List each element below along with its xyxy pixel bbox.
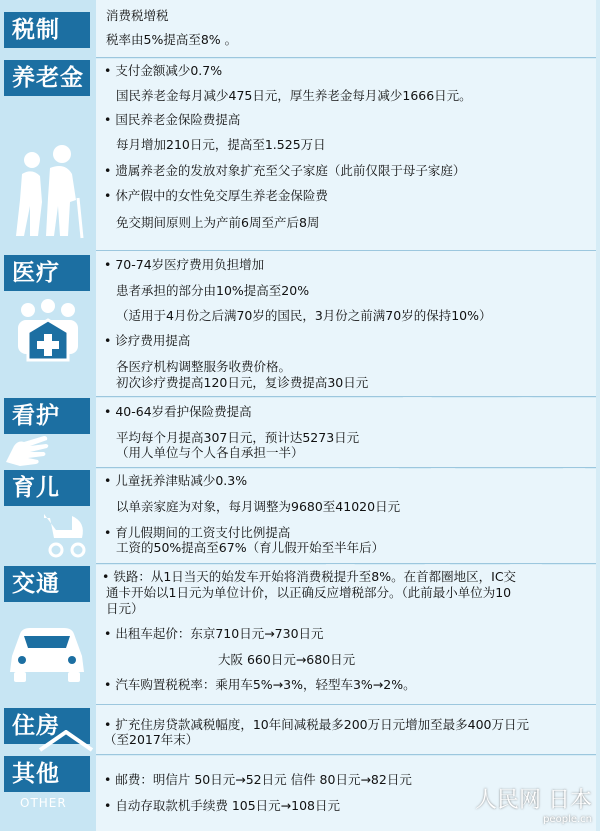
other-line-1: • 邮费：明信片 50日元→52日元 信件 80日元→82日元 <box>104 772 412 787</box>
care-box <box>96 398 596 468</box>
medical-family-icon <box>14 298 82 378</box>
childcare-box <box>96 469 596 564</box>
childcare-line-4: 工资的50%提高至67%（育儿假开始至半年后） <box>116 540 385 555</box>
section-title-housing: 住房 <box>4 708 90 744</box>
pension-line-5: • 遗属养老金的发放对象扩充至父子家庭（此前仅限于母子家庭） <box>104 163 466 178</box>
section-title-care: 看护 <box>4 398 90 434</box>
people-cn-logo <box>475 783 592 825</box>
pension-line-1: • 支付金额减少0.7% <box>104 63 223 78</box>
care-line-1: • 40-64岁看护保险费提高 <box>104 404 252 419</box>
medical-line-6: 初次诊疗费提高120日元，复诊费提高30日元 <box>116 375 369 390</box>
section-title-other: 其他 <box>4 756 90 792</box>
housing-box <box>96 705 596 755</box>
medical-line-5: 各医疗机构调整服务收费价格。 <box>116 359 292 374</box>
transport-line-2: 通卡开始以1日元为单位计价，以正确反应增税部分。（此前最小单位为10 <box>106 585 512 600</box>
pension-line-7: 免交期间原则上为产前6周至产后8周 <box>116 215 320 230</box>
other-line-2: • 自动存取款机手续费 105日元→108日元 <box>104 798 341 813</box>
transport-line-5: 大阪 660日元→680日元 <box>218 652 356 667</box>
housing-line-2: （至2017年末） <box>104 732 199 747</box>
pension-line-6: • 休产假中的女性免交厚生养老金保险费 <box>104 188 328 203</box>
section-title-medical: 医疗 <box>4 255 90 291</box>
transport-line-1: • 铁路：从1日当天的始发车开始将消费税提升至8%。在首都圈地区，IC交 <box>102 569 517 584</box>
section-title-pension: 养老金 <box>4 60 90 96</box>
section-title-transport: 交通 <box>4 566 90 602</box>
medical-line-1: • 70-74岁医疗费用负担增加 <box>104 257 265 272</box>
tax-line-1: 消费税增税 <box>106 8 169 23</box>
pension-line-4: 每月增加210日元，提高至1.525万日 <box>116 137 326 152</box>
childcare-line-2: 以单亲家庭为对象，每月调整为9680至41020日元 <box>116 499 401 514</box>
tax-box <box>96 0 596 58</box>
medical-box <box>96 251 596 397</box>
transport-line-6: • 汽车购置税税率：乘用车5%→3%，轻型车3%→2%。 <box>104 677 416 692</box>
medical-line-3: （适用于4月份之后满70岁的国民，3月份之前满70岁的保持10%） <box>116 308 492 323</box>
pension-line-3: • 国民养老金保险费提高 <box>104 112 241 127</box>
elderly-couple-icon <box>10 140 88 240</box>
transport-line-4: • 出租车起价：东京710日元→730日元 <box>104 626 324 641</box>
baby-stroller-icon <box>40 508 88 558</box>
medical-line-2: 患者承担的部分由10%提高至20% <box>116 283 310 298</box>
pension-box <box>96 59 596 251</box>
house-icon <box>38 730 94 752</box>
section-title-tax: 税制 <box>4 12 90 48</box>
logo-text: 人民网 日本 <box>475 788 592 813</box>
care-line-2: 平均每个月提高307日元，预计达5273日元 <box>116 430 360 445</box>
housing-line-1: • 扩充住房贷款减税幅度，10年间减税最多200万日元增加至最多400万日元 <box>104 717 529 732</box>
transport-box <box>96 565 596 705</box>
helping-hands-icon <box>4 432 50 468</box>
care-line-3: （用人单位与个人各自承担一半） <box>116 445 304 460</box>
section-title-childcare: 育儿 <box>4 470 90 506</box>
medical-line-4: • 诊疗费用提高 <box>104 333 191 348</box>
childcare-line-3: • 育儿假期间的工资支付比例提高 <box>104 525 291 540</box>
car-icon <box>6 622 88 684</box>
logo-sub: people.cn <box>543 814 592 825</box>
tax-line-2: 税率由5%提高至8% 。 <box>106 32 238 47</box>
transport-line-3: 日元） <box>106 601 144 616</box>
section-subtitle-other: OTHER <box>20 796 67 810</box>
childcare-line-1: • 儿童抚养津贴减少0.3% <box>104 473 248 488</box>
pension-line-2: 国民养老金每月减少475日元，厚生养老金每月减少1666日元。 <box>116 88 472 103</box>
